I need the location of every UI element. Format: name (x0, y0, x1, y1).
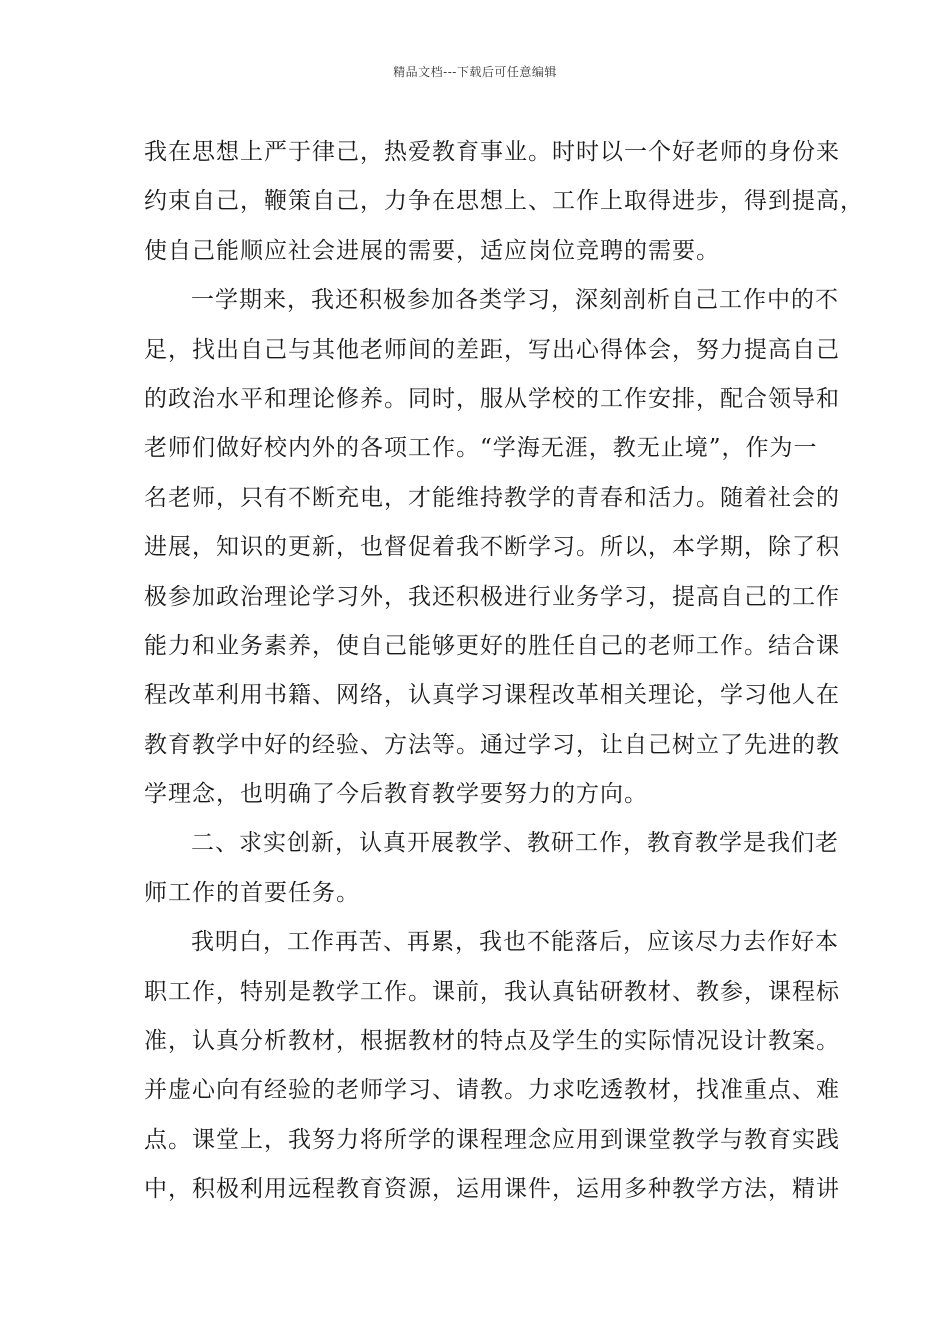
paragraph-line: 职工作，特别是教学工作。课前，我认真钻研教材、教参，课程标 (144, 978, 840, 1005)
paragraph-line: 准，认真分析教材，根据教材的特点及学生的实际情况设计教案。 (144, 1028, 840, 1055)
paragraph-line: 名老师，只有不断充电，才能维持教学的青春和活力。随着社会的 (144, 484, 840, 511)
paragraph-line: 我在思想上严于律己，热爱教育事业。时时以一个好老师的身份来 (144, 139, 840, 165)
paragraph-line: 进展，知识的更新，也督促着我不断学习。所以，本学期，除了积 (144, 534, 840, 561)
paragraph-line: 一学期来，我还积极参加各类学习，深刻剖析自己工作中的不 (191, 287, 839, 314)
paragraph-line: 师工作的首要任务。 (144, 879, 360, 906)
paragraph-line: 中，积极利用远程教育资源，运用课件，运用多种教学方法，精讲 (144, 1176, 840, 1203)
paragraph-line: 二、求实创新，认真开展教学、教研工作，教育教学是我们老 (191, 830, 839, 857)
paragraph-line: 极参加政治理论学习外，我还积极进行业务学习，提高自己的工作 (144, 583, 840, 610)
paragraph-line: 能力和业务素养，使自己能够更好的胜任自己的老师工作。结合课 (144, 632, 840, 659)
paragraph-line: 学理念，也明确了今后教育教学要努力的方向。 (144, 781, 648, 808)
paragraph-line: 我明白，工作再苦、再累，我也不能落后，应该尽力去作好本 (191, 929, 839, 956)
paragraph-line: 的政治水平和理论修养。同时，服从学校的工作安排，配合领导和 (144, 385, 840, 412)
document-body (144, 128, 864, 1215)
paragraph-line: 教育教学中好的经验、方法等。通过学习，让自己树立了先进的教 (144, 731, 840, 758)
paragraph-line: 使自己能顺应社会进展的需要，适应岗位竞聘的需要。 (144, 237, 720, 264)
paragraph-line: 老师们做好校内外的各项工作。“学海无涯，教无止境”，作为一 (144, 435, 818, 462)
page-header: 精品文档---下载后可任意编辑 (393, 65, 557, 79)
paragraph-line: 约束自己，鞭策自己，力争在思想上、工作上取得进步，得到提高， (144, 188, 864, 215)
paragraph-line: 程改革利用书籍、网络，认真学习课程改革相关理论，学习他人在 (144, 682, 840, 709)
paragraph-line: 足，找出自己与其他老师间的差距，写出心得体会，努力提高自己 (144, 336, 840, 363)
paragraph-line: 并虚心向有经验的老师学习、请教。力求吃透教材，找准重点、难 (144, 1077, 840, 1104)
paragraph-line: 点。课堂上，我努力将所学的课程理念应用到课堂教学与教育实践 (144, 1126, 840, 1153)
